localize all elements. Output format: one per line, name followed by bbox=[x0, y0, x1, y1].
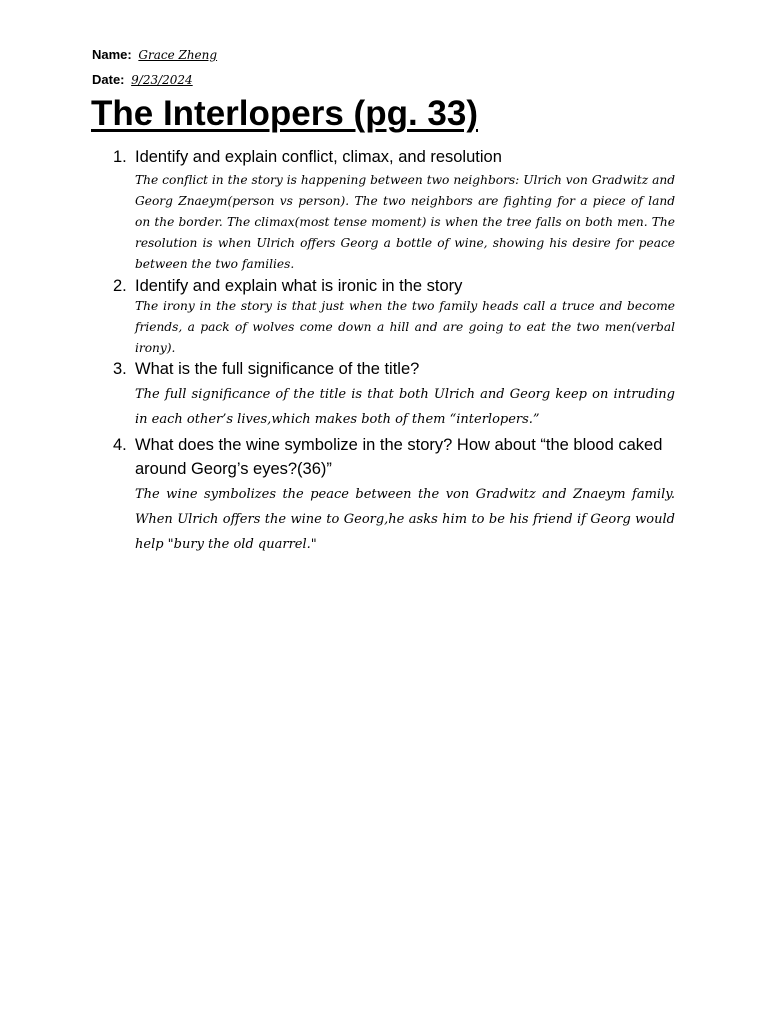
name-row bbox=[92, 47, 217, 62]
answer-1: The conflict in the story is happening between two neighbors: Ulrich von Gradwitz and Georg Znaeym(person vs person). The two neighbors are fighting for a piece of land on the border. The climax(most tense moment) is when the tree falls on both men. The resolution is when Ulrich offers Georg a bottle of wine, showing his desire for peace between the two families. bbox=[135, 173, 675, 271]
question-3 bbox=[113, 357, 683, 381]
name-label: Name: bbox=[92, 47, 132, 62]
question-text: Identify and explain what is ironic in the story bbox=[135, 277, 463, 295]
question-text: What is the full significance of the title? bbox=[135, 360, 420, 378]
question-2 bbox=[113, 274, 683, 298]
question-number: 1. bbox=[113, 148, 127, 166]
question-number: 3. bbox=[113, 360, 127, 378]
answer-4: The wine symbolizes the peace between the von Gradwitz and Znaeym family. When Ulrich offers the wine to Georg,he asks him to be his friend if Georg would help "bury the old quarrel." bbox=[135, 487, 675, 552]
question-text: What does the wine symbolize in the story? How about “the blood caked around Georg’s eyes?(36)” bbox=[135, 436, 663, 478]
date-value: 9/23/2024 bbox=[131, 73, 193, 87]
question-1 bbox=[113, 145, 683, 169]
date-label: Date: bbox=[92, 72, 125, 87]
question-text: Identify and explain conflict, climax, and resolution bbox=[135, 148, 502, 166]
question-4 bbox=[113, 433, 683, 481]
answer-3: The full significance of the title is that both Ulrich and Georg keep on intruding in each other’s lives,which makes both of them “interlopers.” bbox=[135, 387, 675, 427]
page-title: The Interlopers (pg. 33) bbox=[91, 94, 478, 133]
student-name: Grace Zheng bbox=[138, 48, 218, 62]
question-number: 4. bbox=[113, 436, 127, 454]
date-row bbox=[92, 72, 193, 87]
answer-2: The irony in the story is that just when the two family heads call a truce and become friends, a pack of wolves come down a hill and are going to eat the two men(verbal irony). bbox=[135, 299, 675, 355]
question-number: 2. bbox=[113, 277, 127, 295]
